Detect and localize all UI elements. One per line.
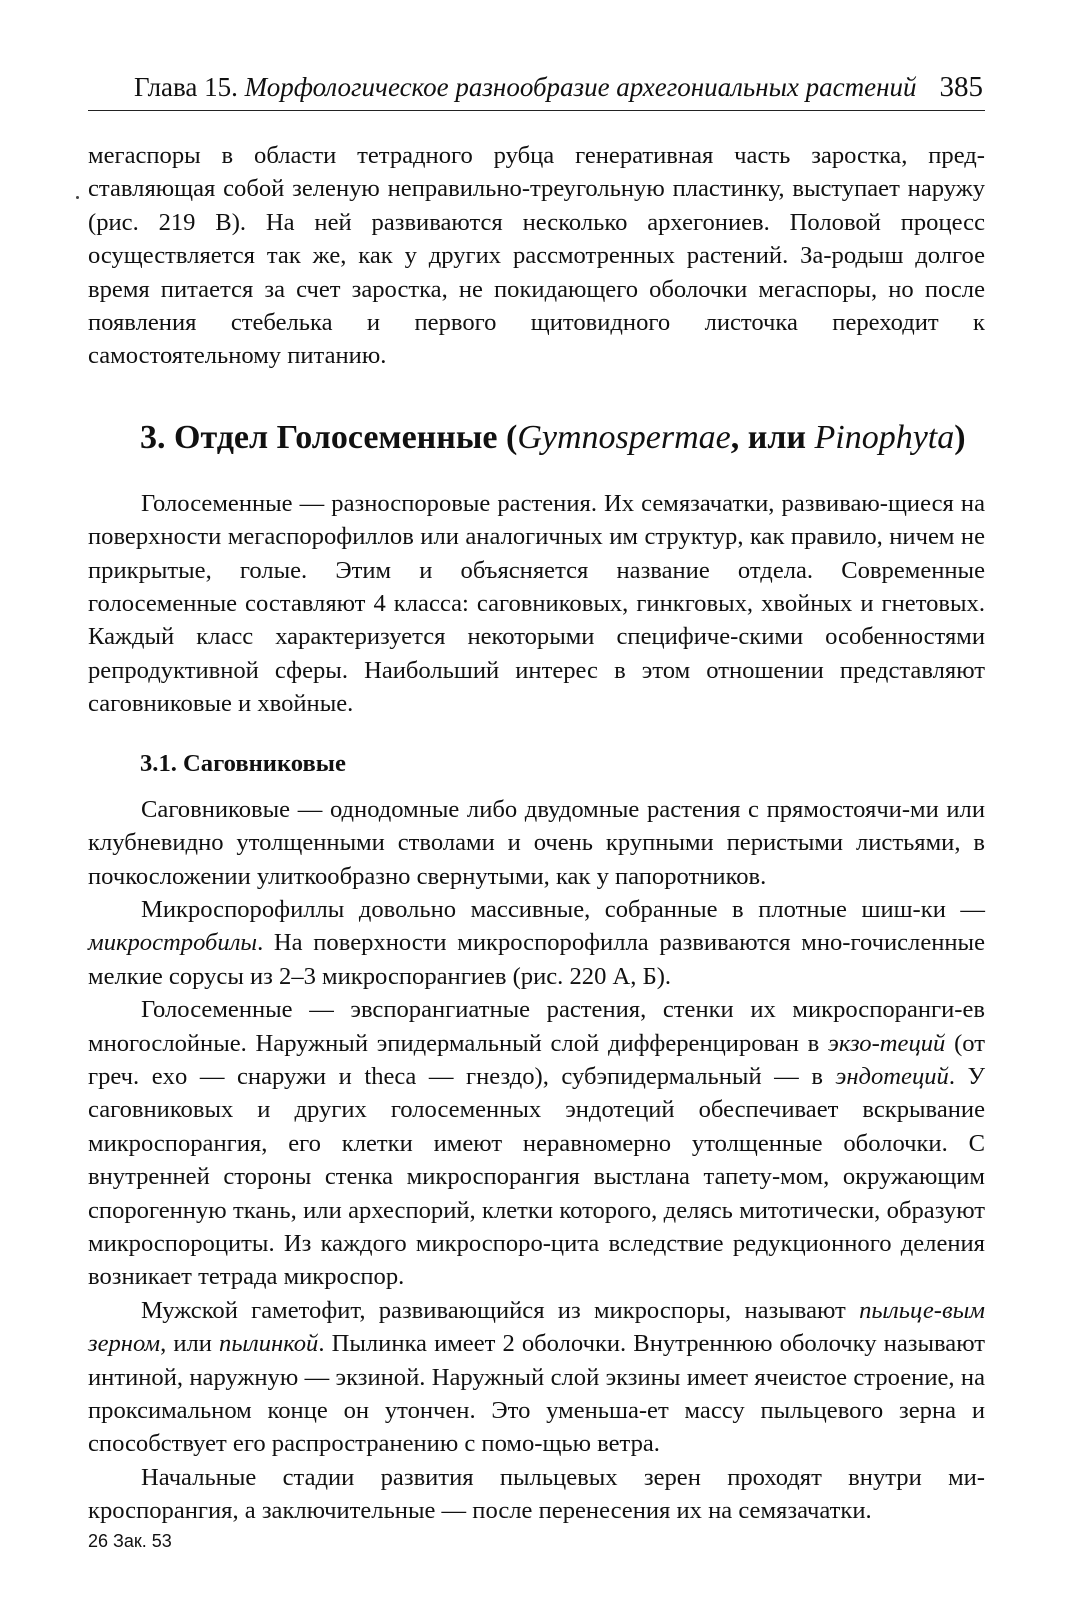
book-page [88,70,985,1570]
section-or: , или [730,418,815,456]
section-title: Отдел Голосеменные ( [174,418,518,456]
running-header [88,70,985,111]
paragraph-1: Саговниковые — однодомные либо двудомные растения с прямостоячи-ми или клубневидно утолщенными стволами и очень крупными перистыми листьями, в почкосложении улиткообразно свернутыми, как у папоротников. [88,795,985,890]
paragraph-4-text-c: . Пылинка имеет 2 оболочки. Внутреннюю оболочку называют интиной, наружную — экзиной. Наружный слой экзины имеет ячеистое строение, на проксимальном конце он утончен. Это уменьша-ет массу пыльцевого зерна и способствует его распространению с помо-щью ветра. [88,1330,985,1458]
page-number: 385 [939,71,983,103]
paragraph-5: Начальные стадии развития пыльцевых зерен проходят внутри ми-кроспорангия, а заключительные — после перенесения их на семязачатки. [88,1463,985,1525]
paragraph-3-text-a: Голосеменные — эвспорангиатные растения, стенки их микроспоранги-ев многослойные. Наружный эпидермальный слой дифференцирован в [88,996,985,1057]
paragraph-4 [88,1294,985,1461]
printer-signature: 26 Зак. 53 [88,1531,172,1551]
paragraph-4-text-a: Мужской гаметофит, развивающийся из микроспоры, называют [141,1296,860,1324]
chapter-title: Морфологическое разнообразие архегониальных растений [244,72,917,102]
running-header-text [134,70,917,104]
section-number: 3. [140,418,166,456]
section-heading [88,417,985,459]
paragraph-3-text-b: (от греч. exo — снаружи и theca — гнездо), субэпидермальный — в [88,1029,986,1090]
term-pollen: пылинкой [219,1330,319,1358]
paragraph-3-text-c: . У саговниковых и других голосеменных эндотеций обеспечивает вскрывание микроспорангия, его клетки имеют неравномерно утолщенные оболочки. С внутренней стороны стенка микроспорангия выстлана тапету-мом, окружающим спорогенную ткань, или археспорий, клетки которого, делясь митотически, образуют микроспороциты. Из каждого микроспоро-цита вследствие редукционного деления возникает тетрада микроспор. [88,1062,985,1291]
term-endothecium: эндотеций [835,1062,949,1090]
paragraph-4-text-b: , или [160,1330,220,1358]
chapter-label: Глава 15. [134,72,238,102]
section-close: ) [954,418,966,456]
section-latin-name-2: Pinophyta [814,418,955,456]
term-pollen-grain: пыльце-вым зерном [88,1296,985,1358]
section-paragraph: Голосеменные — разноспоровые растения. Их семязачатки, развиваю-щиеся на поверхности мегаспорофиллов или аналогичных им структур, как правило, ничем не прикрытые, голые. Этим и объясняется название отдела. Современные голосеменные составляют 4 класса: саговниковых, гинкговых, хвойных и гнетовых. Каждый класс характеризуется некоторыми специфиче-скими особенностями репродуктивной сферы. Наибольший интерес в этом отношении представляют саговниковые и хвойные. [88,489,985,718]
term-microstrobili: микростробилы [88,929,258,957]
paragraph-2-text-a: Микроспорофиллы довольно массивные, собранные в плотные шиш-ки — [141,895,985,923]
print-speck [76,196,79,199]
section-latin-name-1: Gymnospermae [517,418,731,456]
paragraph-2 [88,893,985,993]
subsection-heading: 3.1. Саговниковые [140,749,346,777]
paragraph-2-text-b: . На поверхности микроспорофилла развиваются мно-гочисленные мелкие сорусы из 2–3 микроспорангиев (рис. 220 А, Б). [88,929,985,990]
paragraph-3 [88,993,985,1294]
term-exothecium: экзо-теций [828,1029,946,1057]
intro-paragraph: мегаспоры в области тетрадного рубца генеративная часть заростка, пред-ставляющая собой зеленую неправильно-треугольную пластинку, выступает наружу (рис. 219 В). На ней развиваются несколько архегониев. Половой процесс осуществляется так же, как у других рассмотренных растений. За-родыш долгое время питается за счет заростка, не покидающего оболочки мегаспоры, но после появления стебелька и первого щитовидного листочка переходит к самостоятельному питанию. [88,142,985,370]
body-text [88,139,985,1528]
